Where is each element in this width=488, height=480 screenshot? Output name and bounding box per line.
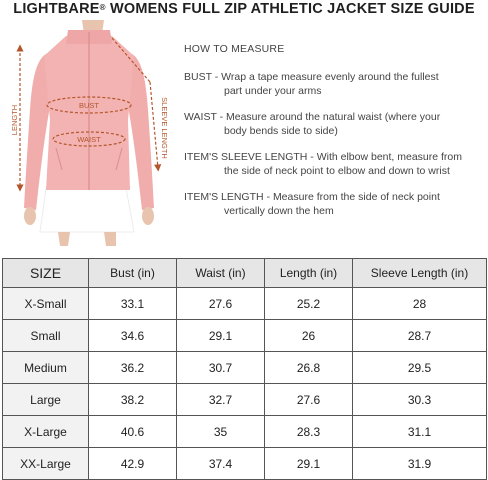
table-row [3, 320, 487, 352]
length-cell: 26 [265, 320, 353, 352]
instruction-label: ITEM'S LENGTH [184, 191, 264, 203]
header-waist: Waist (in) [177, 259, 265, 288]
title-text: WOMENS FULL ZIP ATHLETIC JACKET SIZE GUIDE [105, 1, 475, 17]
length-cell: 27.6 [265, 384, 353, 416]
sleeve-length-cell: 31.9 [353, 448, 487, 480]
bust-cell: 34.6 [89, 320, 177, 352]
hand-left [24, 207, 36, 225]
leg-right [104, 232, 116, 246]
header-length: Length (in) [265, 259, 353, 288]
size-cell: Large [3, 384, 89, 416]
waist-label: WAIST [77, 135, 101, 144]
bust-cell: 42.9 [89, 448, 177, 480]
waist-cell: 29.1 [177, 320, 265, 352]
length-cell: 28.3 [265, 416, 353, 448]
length-label: LENGTH [10, 104, 19, 136]
sleeve-arrow-lower [150, 82, 158, 168]
instruction-label: WAIST [184, 111, 217, 123]
instruction-text: - Measure around the natural waist (where your [216, 111, 441, 123]
jacket-measurement-figure [0, 20, 180, 248]
instruction-bust [184, 70, 484, 98]
skirt-shape [40, 188, 134, 232]
bust-cell: 36.2 [89, 352, 177, 384]
header-sleeve-length: Sleeve Length (in) [353, 259, 487, 288]
instruction-sleeve-length [184, 150, 484, 178]
brand-name: LIGHTBARE [13, 1, 100, 17]
bust-cell: 40.6 [89, 416, 177, 448]
table-row [3, 288, 487, 320]
waist-cell: 27.6 [177, 288, 265, 320]
table-row [3, 416, 487, 448]
jacket-illustration [0, 20, 180, 248]
leg-left [58, 232, 70, 246]
size-cell: Medium [3, 352, 89, 384]
sleeve-length-cell: 28 [353, 288, 487, 320]
sleeve-length-label: SLEEVE LENGTH [160, 97, 169, 159]
waist-cell: 35 [177, 416, 265, 448]
instruction-waist [184, 110, 484, 138]
instruction-text: - Measure from the side of neck point [263, 191, 440, 203]
table-header-row [3, 259, 487, 288]
size-cell: X-Large [3, 416, 89, 448]
sleeve-length-cell: 30.3 [353, 384, 487, 416]
instruction-text: - Wrap a tape measure evenly around the fullest [211, 71, 439, 83]
table-row [3, 384, 487, 416]
table-row [3, 448, 487, 480]
instruction-continuation: part under your arms [224, 85, 322, 97]
header-bust: Bust (in) [89, 259, 177, 288]
waist-cell: 32.7 [177, 384, 265, 416]
instruction-label: ITEM'S SLEEVE LENGTH [184, 151, 308, 163]
instruction-label: BUST [184, 71, 212, 83]
sleeve-length-cell: 29.5 [353, 352, 487, 384]
length-cell: 29.1 [265, 448, 353, 480]
instruction-text: - With elbow bent, measure from [307, 151, 463, 163]
bust-label: BUST [78, 101, 100, 110]
registered-mark: ® [99, 3, 106, 12]
sleeve-length-cell: 31.1 [353, 416, 487, 448]
page-title [0, 0, 488, 20]
table-row [3, 352, 487, 384]
how-to-measure-heading: HOW TO MEASURE [184, 43, 285, 55]
size-cell: Small [3, 320, 89, 352]
size-chart-table [2, 258, 487, 480]
size-cell: XX-Large [3, 448, 89, 480]
waist-cell: 37.4 [177, 448, 265, 480]
header-size: SIZE [3, 259, 89, 288]
size-cell: X-Small [3, 288, 89, 320]
how-to-measure-section [184, 42, 484, 230]
instruction-continuation: the side of neck point to elbow and down to wrist [224, 165, 450, 177]
instruction-continuation: body bends side to side) [224, 125, 338, 137]
bust-cell: 33.1 [89, 288, 177, 320]
bust-cell: 38.2 [89, 384, 177, 416]
instruction-length [184, 190, 484, 218]
hand-right [142, 207, 154, 225]
sleeve-length-cell: 28.7 [353, 320, 487, 352]
waist-cell: 30.7 [177, 352, 265, 384]
instruction-continuation: vertically down the hem [224, 205, 334, 217]
length-cell: 25.2 [265, 288, 353, 320]
length-cell: 26.8 [265, 352, 353, 384]
